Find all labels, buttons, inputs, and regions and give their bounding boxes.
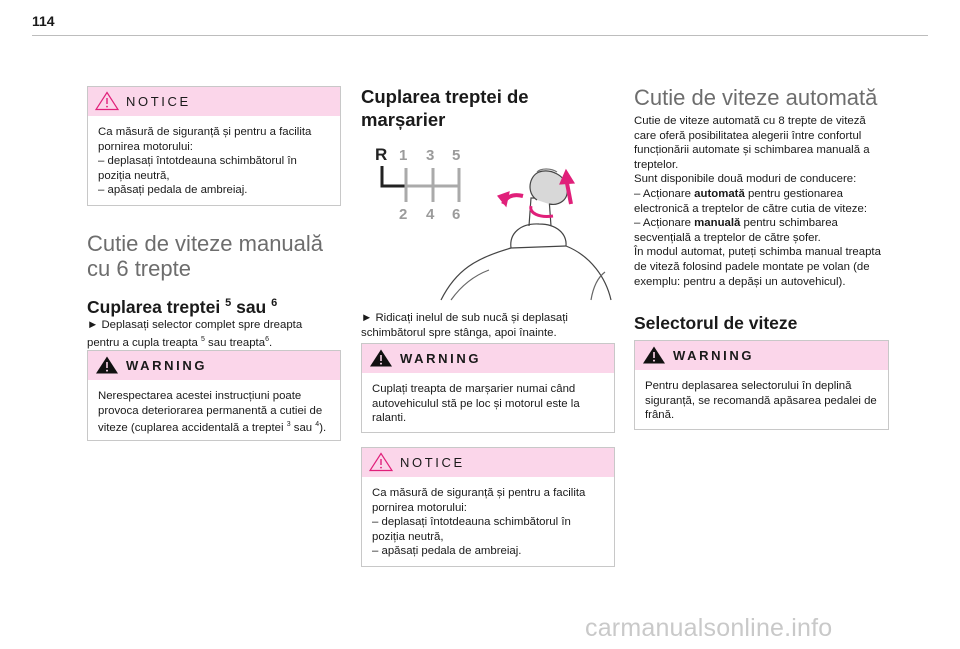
intro-line: de viteză folosind padele montate pe volan (de [634,260,870,273]
intro-line: Cutie de viteze automată cu 8 trepte de viteză [634,115,866,127]
subtitle-reverse-gear [361,85,529,131]
instruction-line: schimbătorul spre stânga, apoi înainte. [361,326,557,339]
notice-line: – deplasați întotdeauna schimbătorul în [98,155,297,168]
gear-label-4: 4 [426,206,435,223]
gear-pattern-diagram [375,145,460,223]
notice-line: poziția neutră, [98,169,170,182]
notice-header [362,448,614,477]
superscript: 6 [265,335,269,343]
warning-triangle-icon [95,355,119,375]
warning-title: WARNING [400,351,482,366]
warning-header [635,341,888,370]
warning-body [88,380,340,444]
caution-triangle-icon [95,91,119,111]
intro-line [634,187,881,202]
intro-line: care oferă posibilitatea alegerii între confortul [634,129,862,142]
intro-text: pentru schimbarea [740,217,838,230]
notice-box-reverse [361,447,615,567]
gear-label-r: R [375,145,388,164]
intro-text: – Acționare [634,187,695,200]
subtitle-text: Cuplarea treptei [87,296,226,317]
intro-line: Sunt disponibile două moduri de conducere: [634,173,857,186]
instruction-line [361,311,568,326]
warning-body [362,373,614,434]
section-title-manual [87,231,323,281]
superscript: 4 [315,421,320,429]
intro-text: pentru gestionarea [744,187,843,200]
subtitle-gear-selector: Selectorul de viteze [634,313,798,333]
instruction-gear-5-6 [87,318,302,350]
warning-title: WARNING [126,358,208,373]
warning-line: ralanti. [372,412,407,425]
instruction-text: . [268,336,273,349]
watermark: carmanualsonline.info [585,614,833,642]
instruction-line [87,333,302,350]
warning-line: siguranță, se recomandă apăsarea pedalei de [645,394,877,407]
instruction-text: pentru a cupla treapta [87,336,201,349]
superscript: 5 [225,297,232,309]
warning-body [635,370,888,431]
intro-line: treptelor. [634,158,679,171]
notice-header [88,87,340,116]
subtitle-gear-5-6 [87,292,277,318]
reverse-path-line [382,166,406,186]
instruction-text: sau treapta [204,336,266,349]
section-title-line: cu 6 trepte [87,256,191,281]
subtitle-line: marșarier [361,109,446,130]
warning-line: Pentru deplasarea selectorului în deplină [645,380,852,392]
header-divider [32,35,928,36]
warning-box-manual [87,350,341,441]
notice-line: – apăsați pedala de ambreiaj. [98,184,248,197]
intro-line: exemplu: pentru a depăși un autovehicul). [634,275,846,288]
superscript: 5 [200,335,205,343]
reverse-gear-diagram [361,138,614,306]
gear-lever-illustration [441,169,611,300]
warning-title: WARNING [673,348,755,363]
automatic-intro [634,114,881,289]
instruction-line [87,318,302,333]
intro-bold: manuală [694,217,741,230]
superscript: 6 [271,297,278,309]
intro-line: funcționării automate și schimbarea manuală a [634,144,870,157]
gear-label-3: 3 [426,147,435,164]
intro-bold: automată [694,187,745,200]
notice-line: Ca măsură de siguranță și pentru a facilita [98,126,312,138]
intro-line: secvențială a treptelor de către șofer. [634,231,821,244]
warning-line: provoca deteriorarea permanentă a cutiei de [98,404,323,417]
caution-triangle-icon [369,452,393,472]
warning-header [362,344,614,373]
intro-line [634,216,881,231]
notice-title: NOTICE [126,94,191,109]
warning-line [98,418,330,435]
warning-text: ). [319,421,327,434]
subtitle-text: sau [231,296,272,317]
instruction-text: Deplasați selector complet spre dreapta [98,319,303,331]
section-title-automatic: Cutie de viteze automată [634,85,878,110]
notice-line: poziția neutră, [372,530,444,543]
warning-triangle-icon [369,348,393,368]
warning-text: sau [290,421,316,434]
notice-line: – deplasați întotdeauna schimbătorul în [372,516,571,529]
warning-header [88,351,340,380]
intro-text: – Acționare [634,217,695,230]
notice-line: pornirea motorului: [372,501,467,514]
notice-line: pornirea motorului: [98,140,193,153]
section-title-line: Cutie de viteze manuală [87,231,324,256]
instruction-text: Ridicați inelul de sub nucă și deplasați [372,312,568,324]
warning-line: Nerespectarea acestei instrucțiuni poate [98,390,302,402]
subtitle-line: Cuplarea treptei de [361,86,529,107]
warning-line: frână. [645,409,675,422]
bullet-arrow-icon: ► [87,319,99,331]
notice-line: Ca măsură de siguranță și pentru a facilita [372,487,586,499]
gear-label-1: 1 [399,147,408,164]
intro-line: În modul automat, puteți schimba manual treapta [634,246,881,259]
warning-box-reverse [361,343,615,433]
notice-title: NOTICE [400,455,465,470]
instruction-reverse [361,311,568,340]
warning-box-automatic [634,340,889,430]
gear-label-2: 2 [399,206,408,223]
gear-label-5: 5 [452,147,461,164]
page-number: 114 [32,13,55,29]
notice-body [88,116,340,206]
intro-line: electronică a treptelor de către cutia de viteze: [634,202,868,215]
warning-text: viteze (cuplarea accidentală a treptei [98,421,287,434]
warning-line: autovehiculul stă pe loc și motorul este la [372,397,580,410]
warning-line: Cuplați treapta de marșarier numai când [372,383,576,395]
notice-body [362,477,614,567]
notice-line: – apăsați pedala de ambreiaj. [372,545,522,558]
warning-triangle-icon [642,345,666,365]
notice-box-manual [87,86,341,206]
gear-label-6: 6 [452,206,461,223]
bullet-arrow-icon: ► [361,312,373,324]
superscript: 3 [286,421,291,429]
